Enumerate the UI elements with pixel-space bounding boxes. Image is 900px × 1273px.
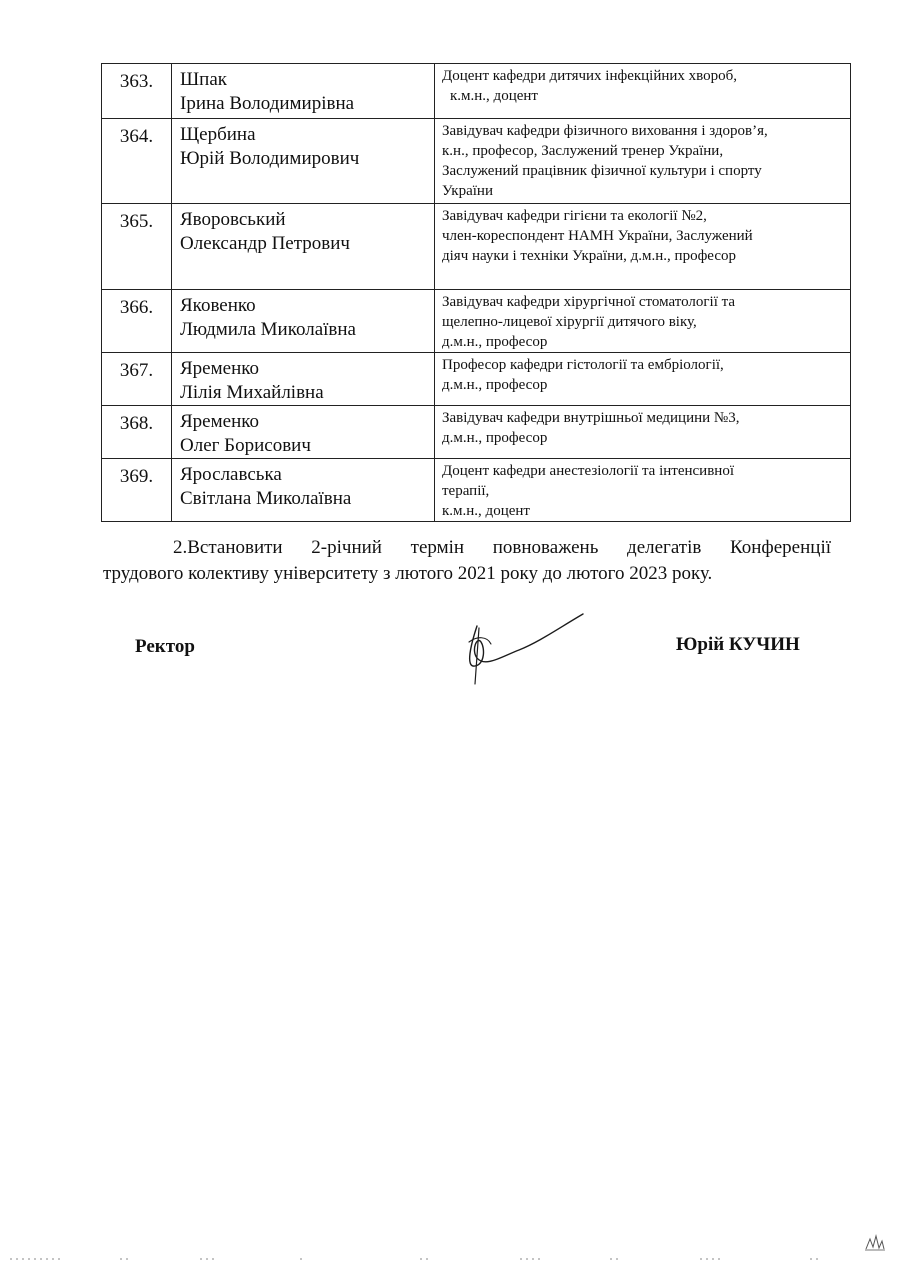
delegate-surname: Яременко <box>180 358 259 379</box>
position-line: Професор кафедри гістології та ембріології, <box>442 357 724 373</box>
delegate-surname: Щербина <box>180 124 256 145</box>
delegate-given-names: Олександр Петрович <box>180 233 350 254</box>
position-line: Завідувач кафедри внутрішньої медицини №3, <box>442 410 740 426</box>
delegate-given-names: Лілія Михайлівна <box>180 382 324 403</box>
delegate-name <box>172 459 435 522</box>
position-line: Завідувач кафедри хірургічної стоматології та <box>442 294 736 310</box>
delegate-surname: Яременко <box>180 411 259 432</box>
scan-artifact-mark <box>864 1233 886 1251</box>
position-line: к.м.н., доцент <box>450 88 538 104</box>
table-row <box>102 64 851 119</box>
row-number: 369. <box>102 459 172 522</box>
position-line: д.м.н., професор <box>442 430 548 446</box>
delegate-position <box>435 204 851 290</box>
delegate-name <box>172 290 435 353</box>
position-line: д.м.н., професор <box>442 377 548 393</box>
position-line: д.м.н., професор <box>442 334 548 350</box>
row-number: 364. <box>102 119 172 204</box>
delegate-surname: Яковенко <box>180 295 256 316</box>
handwritten-signature <box>455 606 590 686</box>
position-line: член-кореспондент НАМН України, Заслужений <box>442 228 753 244</box>
position-line: України <box>442 183 493 199</box>
delegate-position <box>435 119 851 204</box>
table-row <box>102 290 851 353</box>
delegate-position <box>435 406 851 459</box>
resolution-paragraph <box>103 535 831 587</box>
position-line: Доцент кафедри дитячих інфекційних хвороб, <box>442 68 738 84</box>
position-line: діяч науки і техніки України, д.м.н., професор <box>442 248 736 264</box>
delegate-surname: Яворовський <box>180 209 286 230</box>
delegate-surname: Шпак <box>180 69 227 90</box>
table-row <box>102 204 851 290</box>
table-row <box>102 353 851 406</box>
signatory-name: Юрій КУЧИН <box>676 634 800 655</box>
delegate-given-names: Світлана Миколаївна <box>180 488 352 509</box>
delegate-position <box>435 459 851 522</box>
resolution-line: трудового колективу університету з лютого 2021 року до лютого 2023 року. <box>103 563 713 584</box>
delegates-table <box>101 63 851 522</box>
position-line: к.н., професор, Заслужений тренер України, <box>442 143 724 159</box>
position-line: Доцент кафедри анестезіології та інтенсивної <box>442 463 734 479</box>
scan-edge-dots <box>0 1257 900 1261</box>
table-row <box>102 459 851 522</box>
signatory-title: Ректор <box>135 636 195 657</box>
position-line: к.м.н., доцент <box>442 503 530 519</box>
resolution-line: 2.Встановити 2-річний термін повноважень делегатів Конференції <box>173 537 831 558</box>
position-line: Заслужений працівник фізичної культури і спорту <box>442 163 762 179</box>
delegate-position <box>435 64 851 119</box>
delegate-given-names: Юрій Володимирович <box>180 148 360 169</box>
row-number: 366. <box>102 290 172 353</box>
position-line: щелепно-лицевої хірургії дитячого віку, <box>442 314 697 330</box>
position-line: Завідувач кафедри фізичного виховання і здоров’я, <box>442 123 768 139</box>
delegate-given-names: Ірина Володимирівна <box>180 93 355 114</box>
delegate-name <box>172 204 435 290</box>
delegate-position <box>435 353 851 406</box>
table-row <box>102 119 851 204</box>
delegate-given-names: Людмила Миколаївна <box>180 319 356 340</box>
position-line: терапії, <box>442 483 490 499</box>
delegate-position <box>435 290 851 353</box>
delegate-given-names: Олег Борисович <box>180 435 311 456</box>
position-line: Завідувач кафедри гігієни та екології №2, <box>442 208 707 224</box>
row-number: 365. <box>102 204 172 290</box>
row-number: 367. <box>102 353 172 406</box>
delegate-name <box>172 353 435 406</box>
delegate-name <box>172 64 435 119</box>
row-number: 363. <box>102 64 172 119</box>
delegate-name <box>172 406 435 459</box>
delegate-name <box>172 119 435 204</box>
table-row <box>102 406 851 459</box>
delegate-surname: Ярославська <box>180 464 282 485</box>
row-number: 368. <box>102 406 172 459</box>
